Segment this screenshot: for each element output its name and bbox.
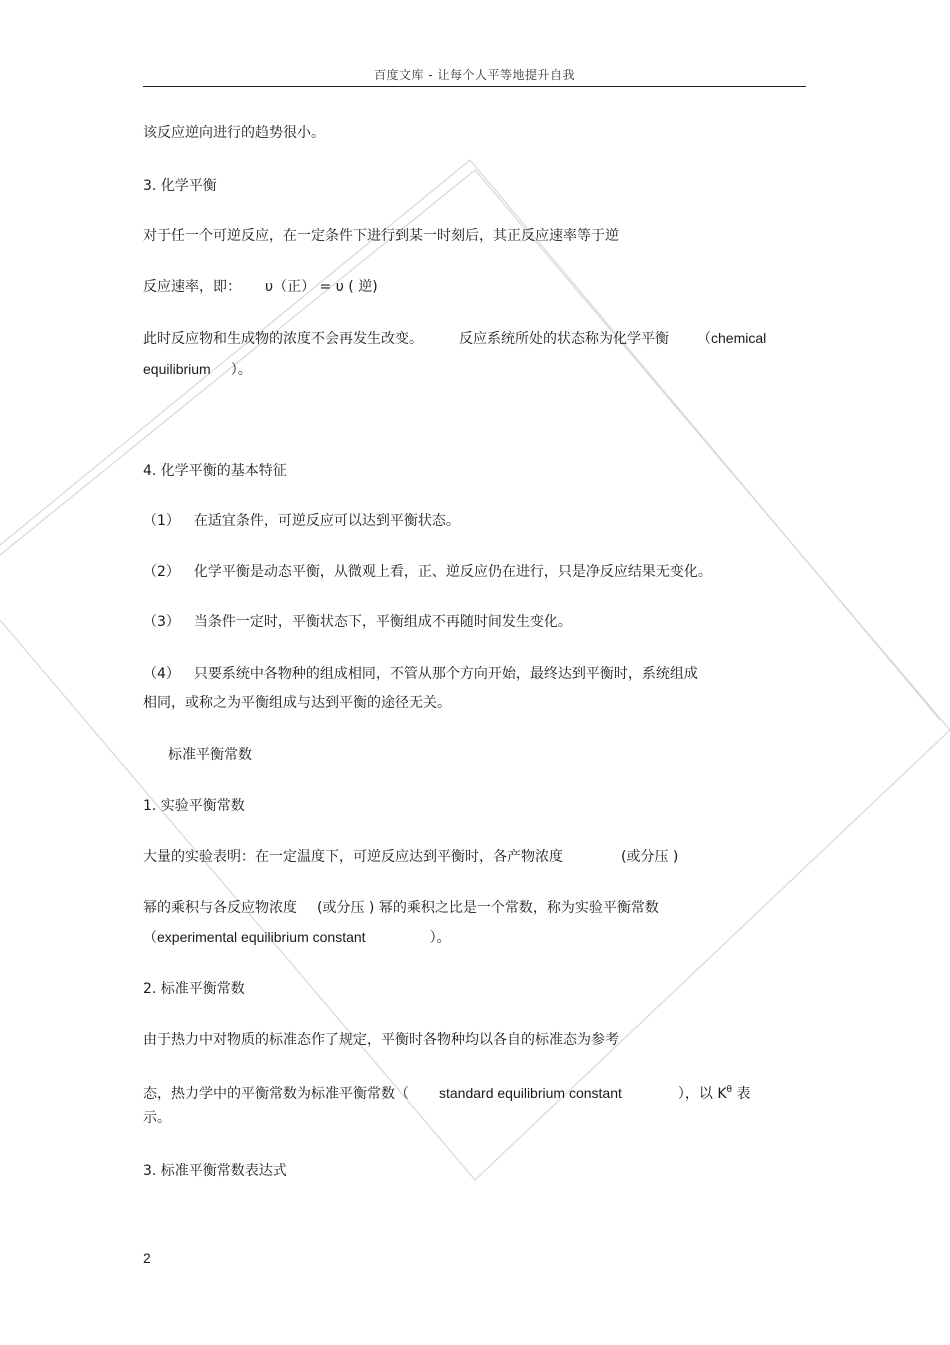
list-item xyxy=(143,511,460,531)
text-span: (或分压 ) 幂的乘积之比是一个常数，称为实验平衡常数 xyxy=(317,900,659,916)
english-term: standard equilibrium constant xyxy=(439,1085,622,1101)
list-text: 当条件一定时，平衡状态下，平衡组成不再随时间发生变化。 xyxy=(193,614,572,630)
text-span: ）。 xyxy=(429,930,451,946)
paragraph-line: 对于任一个可逆反应，在一定条件下进行到某一时刻后，其正反应速率等于逆 xyxy=(143,228,619,244)
section-heading-chemical-equilibrium: 3. 化学平衡 xyxy=(143,178,217,194)
theta-superscript: θ xyxy=(726,1085,733,1095)
section-heading-standard-equilibrium-constant: 2. 标准平衡常数 xyxy=(143,981,245,997)
paragraph-line: 由于热力中对物质的标准态作了规定，平衡时各物种均以各自的标准态为参考 xyxy=(143,1032,619,1048)
list-text: 只要系统中各物种的组成相同，不管从那个方向开始，最终达到平衡时，系统组成 xyxy=(193,666,698,682)
paragraph-line xyxy=(143,927,451,948)
text-span: 态，热力学中的平衡常数为标准平衡常数（ xyxy=(143,1086,409,1102)
section-heading-equilibrium-features: 4. 化学平衡的基本特征 xyxy=(143,463,287,479)
list-text: 在适宜条件，可逆反应可以达到平衡状态。 xyxy=(193,513,460,529)
list-marker: （3） xyxy=(143,614,180,630)
paragraph-line: 相同，或称之为平衡组成与达到平衡的途径无关。 xyxy=(143,695,451,711)
text-span: ），以 K xyxy=(677,1086,727,1102)
text-span: 表 xyxy=(732,1086,751,1102)
list-marker: （2） xyxy=(143,564,180,580)
section-heading-experimental-constant: 1. 实验平衡常数 xyxy=(143,798,245,814)
text-span: 反应系统所处的状态称为化学平衡 xyxy=(459,331,669,347)
paragraph-line xyxy=(143,277,378,297)
text-span: 大量的实验表明：在一定温度下，可逆反应达到平衡时，各产物浓度 xyxy=(143,849,563,865)
list-text: 化学平衡是动态平衡，从微观上看，正、逆反应仍在进行，只是净反应结果无变化。 xyxy=(193,564,712,580)
paragraph-line xyxy=(143,847,678,867)
list-item xyxy=(143,562,712,582)
paragraph-line xyxy=(143,898,659,918)
english-term: （experimental equilibrium constant xyxy=(143,929,366,945)
rate-equation: υ（正） = υ ( 逆) xyxy=(265,279,378,295)
paragraph-line xyxy=(143,1080,751,1104)
text-span: 此时反应物和生成物的浓度不会再发生改变。 xyxy=(143,331,423,347)
paragraph-line xyxy=(143,359,252,380)
section-heading-expression: 3. 标准平衡常数表达式 xyxy=(143,1163,287,1179)
list-item xyxy=(143,664,698,684)
text-span: (或分压 ) xyxy=(621,849,679,865)
page-number: 2 xyxy=(143,1250,151,1266)
paragraph-line xyxy=(143,328,766,349)
list-item xyxy=(143,612,572,632)
section-heading-standard-constant: 标准平衡常数 xyxy=(168,747,252,763)
text-span: 幂的乘积与各反应物浓度 xyxy=(143,900,297,916)
list-marker: （1） xyxy=(143,513,180,529)
english-term: （chemical xyxy=(697,330,767,346)
header-rule xyxy=(143,86,806,87)
text-span: ）。 xyxy=(230,362,252,378)
paragraph-line: 该反应逆向进行的趋势很小。 xyxy=(143,125,325,141)
paragraph-line: 示。 xyxy=(143,1110,171,1126)
english-term: equilibrium xyxy=(143,361,211,377)
page-header: 百度文库 - 让每个人平等地提升自我 xyxy=(374,68,575,82)
text-span: 反应速率，即： xyxy=(143,279,241,295)
list-marker: （4） xyxy=(143,666,180,682)
